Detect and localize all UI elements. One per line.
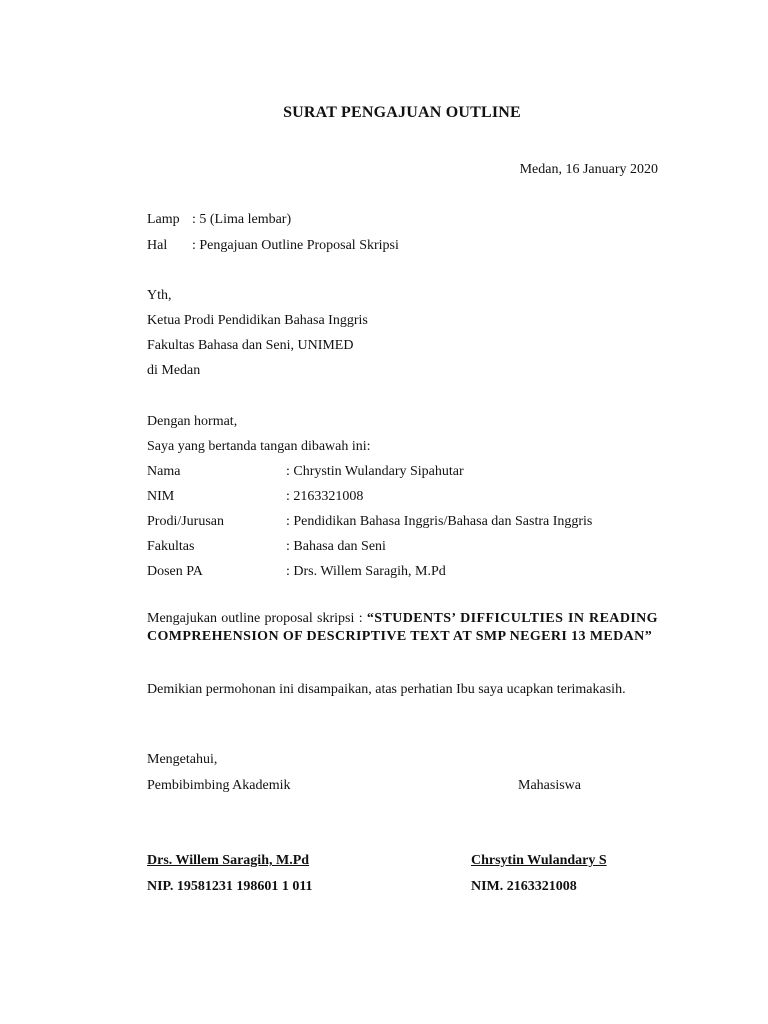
field-label: Fakultas [147,539,195,554]
lamp-value: : 5 (Lima lembar) [192,212,292,227]
proposal-title: “STUDENTS’ DIFFICULTIES IN READING COMPREHENSION OF DESCRIPTIVE TEXT AT SMP NEGERI 13 MEDAN” [147,611,658,644]
proposal-paragraph [147,610,658,646]
student-id: NIM. 2163321008 [471,879,577,894]
acknowledge-text: Mengetahui, [147,752,218,767]
hal-label: Hal [147,238,168,253]
lamp-label: Lamp [147,212,180,227]
field-row-prodi [147,514,592,530]
student-name: Chrsytin Wulandary S [471,853,607,868]
proposal-prefix: Mengajukan outline proposal skripsi : [147,611,367,626]
field-row-nim [147,489,363,505]
hal-line [147,238,399,254]
letter-date: Medan, 16 January 2020 [519,162,658,177]
recipient-yth: Yth, [147,288,172,303]
field-value: : Bahasa dan Seni [286,539,386,554]
field-value: : Chrystin Wulandary Sipahutar [286,464,464,479]
advisor-id: NIP. 19581231 198601 1 011 [147,879,313,894]
hal-value: : Pengajuan Outline Proposal Skripsi [192,238,399,253]
field-label: NIM [147,489,175,504]
field-label: Dosen PA [147,564,203,579]
field-value: : 2163321008 [286,489,364,504]
field-row-fakultas [147,539,386,555]
lamp-line [147,212,291,228]
recipient-line-3: di Medan [147,363,201,378]
field-row-nama [147,464,464,480]
greeting: Dengan hormat, [147,414,238,429]
recipient-line-2: Fakultas Bahasa dan Seni, UNIMED [147,338,354,353]
advisor-name: Drs. Willem Saragih, M.Pd [147,853,310,868]
student-role: Mahasiswa [518,778,581,793]
closing-paragraph: Demikian permohonan ini disampaikan, atas perhatian Ibu saya ucapkan terimakasih. [147,682,626,697]
intro-text: Saya yang bertanda tangan dibawah ini: [147,439,371,454]
letter-title: SURAT PENGAJUAN OUTLINE [283,104,521,121]
advisor-role: Pembibimbing Akademik [147,778,291,793]
field-value: : Pendidikan Bahasa Inggris/Bahasa dan Sastra Inggris [286,514,593,529]
field-row-dosen-pa [147,564,446,580]
field-label: Prodi/Jurusan [147,514,224,529]
field-label: Nama [147,464,181,479]
recipient-line-1: Ketua Prodi Pendidikan Bahasa Inggris [147,313,368,328]
field-value: : Drs. Willem Saragih, M.Pd [286,564,446,579]
